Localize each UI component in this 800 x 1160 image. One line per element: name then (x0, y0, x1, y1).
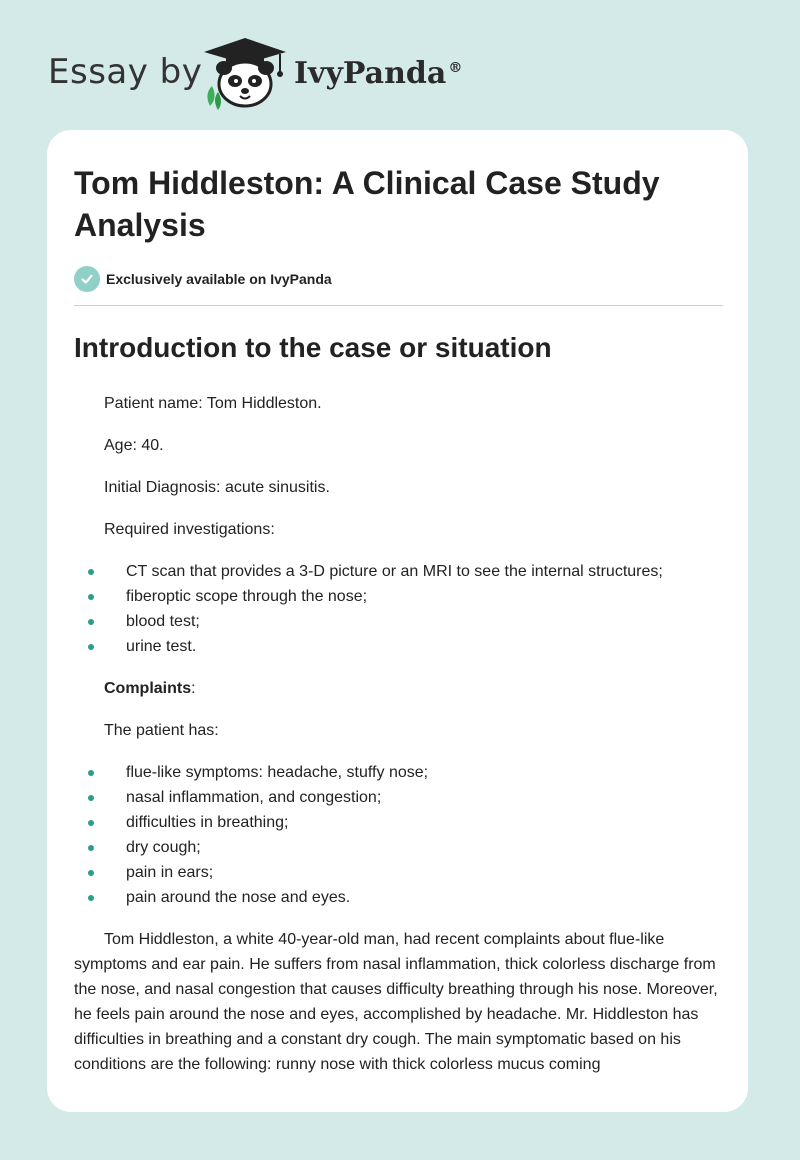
bullet-dot-icon (88, 594, 94, 600)
list-item-text: CT scan that provides a 3-D picture or an MRI to see the internal structures; (126, 563, 663, 580)
list-item-text: flue-like symptoms: headache, stuffy nose; (126, 764, 429, 781)
registered-mark: ® (448, 60, 463, 76)
list-item-text: dry cough; (126, 839, 201, 856)
investigations-list (74, 559, 723, 659)
list-item-text: pain in ears; (126, 864, 214, 881)
list-item-text: blood test; (126, 613, 200, 630)
patient-has-label: The patient has: (104, 722, 219, 739)
list-item (74, 835, 723, 860)
bullet-dot-icon (88, 895, 94, 901)
list-item (74, 860, 723, 885)
investigations-label: Required investigations: (104, 521, 275, 538)
list-item (74, 609, 723, 634)
list-item (74, 760, 723, 785)
check-circle-icon (74, 266, 100, 292)
bullet-dot-icon (88, 820, 94, 826)
complaints-colon: : (191, 680, 196, 697)
patient-name: Patient name: Tom Hiddleston. (104, 395, 322, 412)
divider (74, 305, 723, 306)
list-item (74, 885, 723, 910)
list-item-text: difficulties in breathing; (126, 814, 289, 831)
bullet-dot-icon (88, 795, 94, 801)
list-item (74, 785, 723, 810)
list-item-text: nasal inflammation, and congestion; (126, 789, 382, 806)
bullet-dot-icon (88, 619, 94, 625)
essay-card (47, 130, 748, 1112)
essay-by-label: Essay by (48, 52, 203, 92)
section-heading: Introduction to the case or situation (74, 332, 552, 363)
list-item (74, 559, 723, 584)
complaints-label: Complaints (104, 680, 192, 697)
initial-diagnosis: Initial Diagnosis: acute sinusitis. (104, 479, 330, 496)
bullet-dot-icon (88, 644, 94, 650)
patient-age: Age: 40. (104, 437, 164, 454)
exclusive-badge (74, 266, 723, 292)
panda-graduate-icon[interactable] (200, 34, 290, 110)
badge-text: Exclusively available on IvyPanda (106, 271, 332, 287)
bullet-dot-icon (88, 770, 94, 776)
bullet-dot-icon (88, 870, 94, 876)
site-header (48, 34, 548, 114)
bullet-dot-icon (88, 845, 94, 851)
card-content (74, 162, 723, 1077)
brand-text: IvyPanda (294, 56, 447, 91)
list-item-text: pain around the nose and eyes. (126, 889, 351, 906)
list-item (74, 810, 723, 835)
bullet-dot-icon (88, 569, 94, 575)
body-paragraph: Tom Hiddleston, a white 40-year-old man, had recent complaints about flue-like symptoms and ear pain. He suffers from nasal inflammation, thick colorless discharge from the nose, and nasal congestion that causes difficulty breathing through his nose. Moreover, he feels pain around the nose and eyes, accomplished by headache. Mr. Hiddleston has difficulties in breathing and a constant dry cough. The main symptomatic based on his conditions are the following: runny nose with thick colorless mucus coming (74, 931, 718, 1073)
brand-name[interactable] (294, 56, 462, 91)
page-title: Tom Hiddleston: A Clinical Case Study Analysis (74, 165, 660, 243)
list-item (74, 634, 723, 659)
list-item-text: fiberoptic scope through the nose; (126, 588, 368, 605)
list-item-text: urine test. (126, 638, 197, 655)
complaints-heading (74, 676, 723, 701)
list-item (74, 584, 723, 609)
symptoms-list (74, 760, 723, 910)
